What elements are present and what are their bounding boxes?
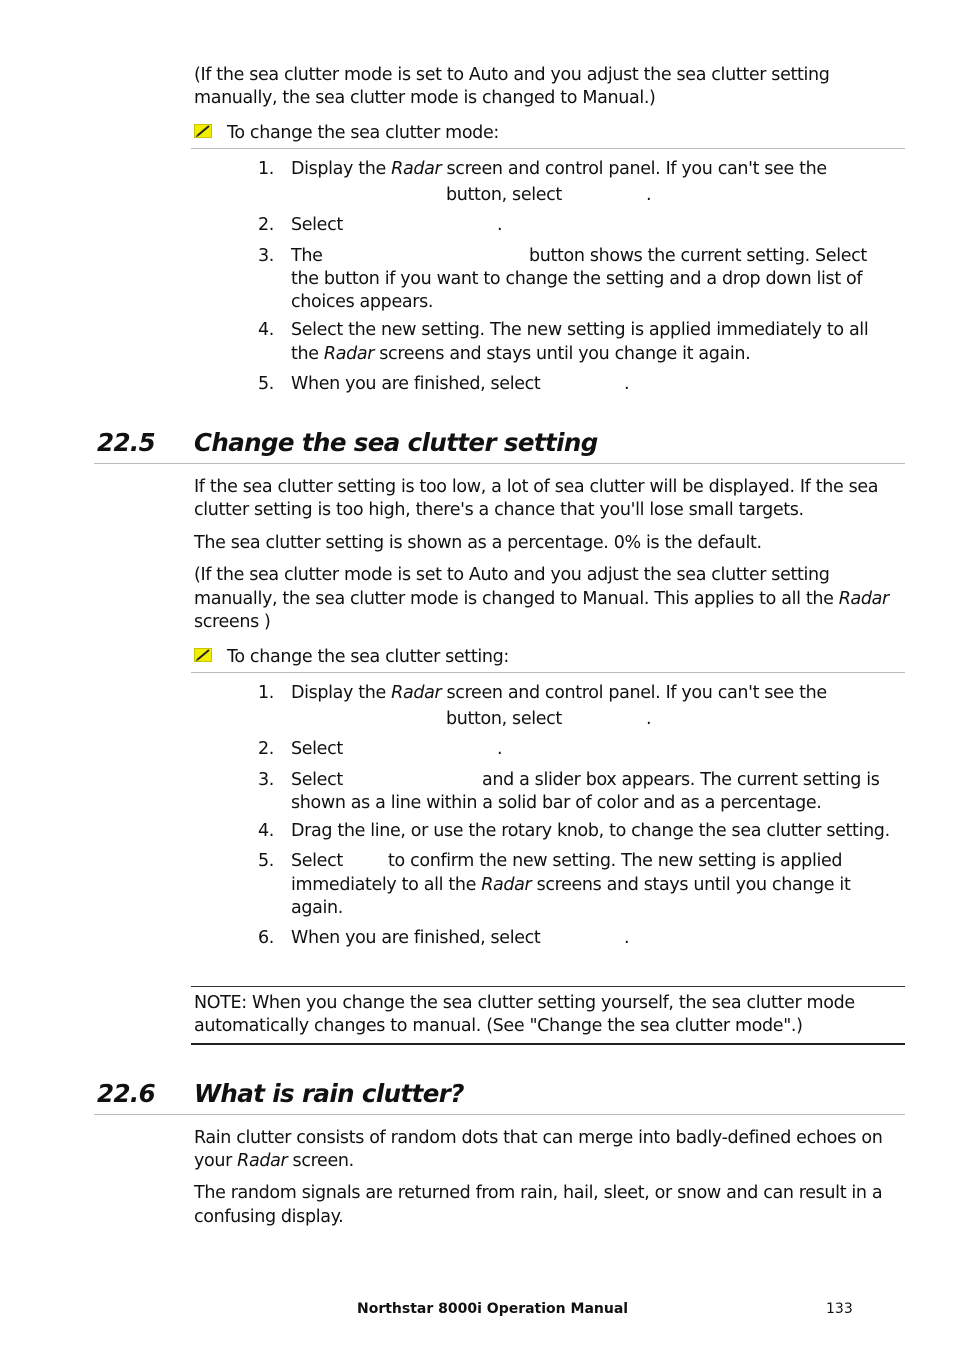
step-text-part: When you are finished, select	[291, 928, 541, 948]
step-text-part: Drag the line, or use the rotary knob, to change the sea clutter setting.	[291, 821, 890, 841]
step-text-part: screen and control panel. If you can't see the	[441, 159, 827, 179]
step-text-italic: Radar	[391, 683, 442, 703]
note-top-rule	[191, 986, 905, 987]
section-title: What is rain clutter?	[194, 1079, 464, 1108]
step-text-part: The	[291, 246, 323, 266]
step-number: 2.	[258, 215, 274, 235]
step-text-part: immediately to all the	[291, 875, 482, 895]
step-text-part: .	[646, 185, 652, 205]
pencil-icon	[194, 124, 212, 138]
footer-manual-title: Northstar 8000i Operation Manual	[357, 1301, 629, 1317]
step-text-part: .	[497, 739, 503, 759]
body-paragraph-line	[194, 1150, 354, 1174]
intro-paragraph-line-1: (If the sea clutter mode is set to Auto and you adjust the sea clutter setting	[194, 65, 830, 85]
body-paragraph-line: If the sea clutter setting is too low, a lot of sea clutter will be displayed. If the sea	[194, 477, 879, 497]
step-text-italic: Radar	[481, 875, 532, 895]
step-text-line	[291, 343, 750, 367]
body-paragraph-line: confusing display.	[194, 1207, 344, 1227]
step-text-italic: Radar	[323, 344, 375, 364]
step-text-italic: Radar	[391, 159, 442, 179]
step-number: 1.	[258, 159, 274, 179]
body-paragraph-line: Rain clutter consists of random dots that can merge into badly-defined echoes on	[194, 1128, 883, 1148]
step-text-part: the	[291, 344, 324, 364]
step-text-part: Display the	[291, 159, 392, 179]
step-text-part: to confirm the new setting. The new setting is applied	[388, 851, 843, 871]
step-text-part: Display the	[291, 683, 392, 703]
note-bottom-rule	[191, 1043, 905, 1045]
step-text-part: screens and stays until you change it again.	[374, 344, 751, 364]
step-number: 2.	[258, 739, 274, 759]
step-number: 3.	[258, 246, 274, 266]
step-number: 5.	[258, 374, 274, 394]
note-text-line: NOTE: When you change the sea clutter setting yourself, the sea clutter mode	[194, 993, 855, 1013]
procedure-heading: To change the sea clutter setting:	[227, 647, 509, 667]
step-text-part: button, select	[446, 185, 562, 205]
note-text-line: automatically changes to manual. (See "Change the sea clutter mode".)	[194, 1016, 803, 1036]
step-text-part: button shows the current setting. Select	[529, 246, 867, 266]
step-text-part: Select	[291, 739, 343, 759]
body-paragraph-line: (If the sea clutter mode is set to Auto and you adjust the sea clutter setting	[194, 565, 830, 585]
step-text-part: again.	[291, 898, 343, 918]
body-text-italic: Radar	[237, 1151, 288, 1171]
step-text-part: Select the new setting. The new setting is applied immediately to all	[291, 320, 869, 340]
step-text-part: button, select	[446, 709, 562, 729]
step-text-part: When you are finished, select	[291, 374, 541, 394]
step-text-part: Select	[291, 851, 343, 871]
body-paragraph-line: The random signals are returned from rain, hail, sleet, or snow and can result in a	[194, 1183, 883, 1203]
body-paragraph-line: screens )	[194, 612, 271, 632]
step-text-part: and a slider box appears. The current setting is	[482, 770, 880, 790]
step-text-part: the button if you want to change the setting and a drop down list of	[291, 269, 863, 289]
step-number: 4.	[258, 821, 274, 841]
body-text-part: manually, the sea clutter mode is changed to Manual. This applies to all the	[194, 589, 839, 609]
section-divider	[94, 463, 905, 464]
body-text-part: screen.	[287, 1151, 354, 1171]
step-text-part: .	[624, 374, 630, 394]
body-paragraph-line: clutter setting is too high, there's a chance that you'll lose small targets.	[194, 500, 804, 520]
step-text-part: .	[646, 709, 652, 729]
footer-page-number: 133	[826, 1301, 853, 1317]
intro-paragraph-line-2: manually, the sea clutter mode is changed to Manual.)	[194, 88, 656, 108]
step-text-line	[291, 874, 850, 898]
step-number: 1.	[258, 683, 274, 703]
pencil-icon	[194, 648, 212, 662]
step-number: 3.	[258, 770, 274, 790]
body-text-italic: Radar	[838, 589, 889, 609]
section-divider	[94, 1114, 905, 1115]
step-text-part: shown as a line within a solid bar of color and as a percentage.	[291, 793, 822, 813]
step-text-part: .	[624, 928, 630, 948]
section-number: 22.6	[97, 1079, 156, 1108]
body-paragraph-line	[194, 588, 889, 612]
step-text	[291, 158, 891, 182]
step-number: 6.	[258, 928, 274, 948]
step-text-part: .	[497, 215, 503, 235]
step-text-part: Select	[291, 770, 343, 790]
body-paragraph: The sea clutter setting is shown as a percentage. 0% is the default.	[194, 533, 762, 553]
step-text-part: Select	[291, 215, 343, 235]
body-text-part: your	[194, 1151, 238, 1171]
step-text-part: screen and control panel. If you can't see the	[441, 683, 827, 703]
step-number: 4.	[258, 320, 274, 340]
step-text	[291, 682, 891, 706]
procedure-divider	[191, 672, 905, 673]
procedure-divider	[191, 148, 905, 149]
step-text-part: screens and stays until you change it	[531, 875, 851, 895]
section-title: Change the sea clutter setting	[194, 428, 598, 457]
section-number: 22.5	[97, 428, 156, 457]
step-text-part: choices appears.	[291, 292, 434, 312]
procedure-heading: To change the sea clutter mode:	[227, 123, 499, 143]
step-number: 5.	[258, 851, 274, 871]
